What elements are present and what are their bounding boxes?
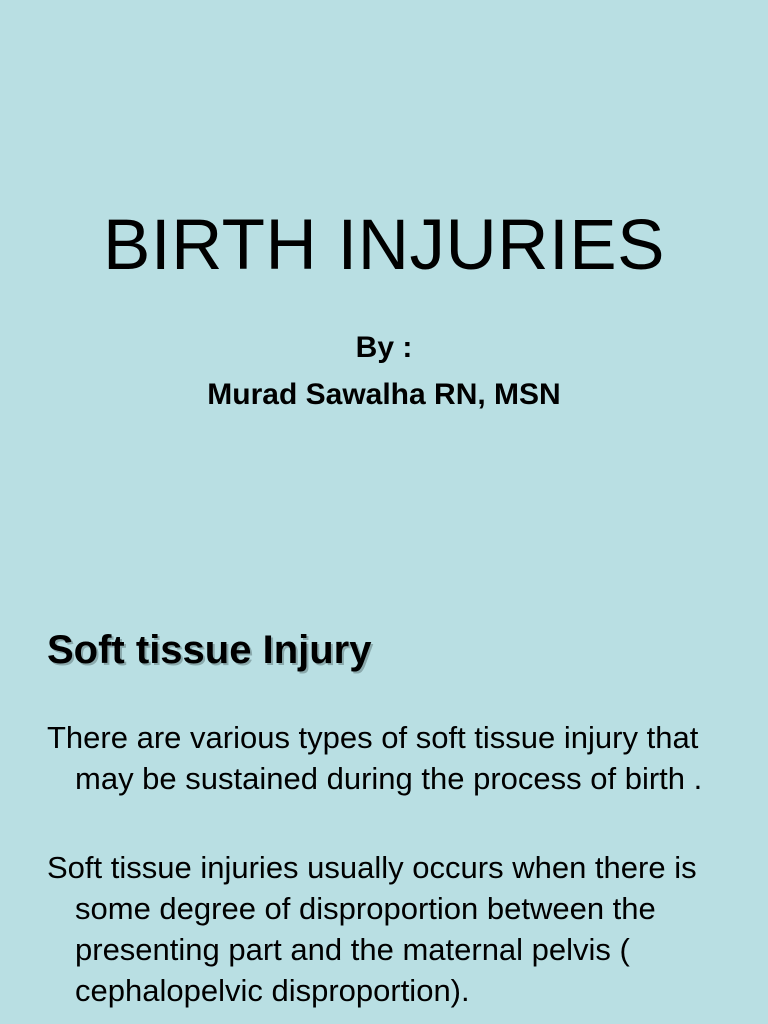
author-name: Murad Sawalha RN, MSN bbox=[207, 378, 561, 411]
by-label: By : bbox=[355, 331, 413, 364]
slide-heading: Soft tissue Injury bbox=[47, 628, 372, 672]
slide-title: BIRTH INJURIES bbox=[103, 206, 665, 285]
content-slide bbox=[0, 560, 768, 1024]
paragraph: There are various types of soft tissue injury that may be sustained during the process of birth . bbox=[47, 720, 703, 796]
paragraph: Soft tissue injuries usually occurs when there is some degree of disproportion between the presenting part and the maternal pelvis ( cephalopelvic disproportion). bbox=[47, 850, 697, 1008]
